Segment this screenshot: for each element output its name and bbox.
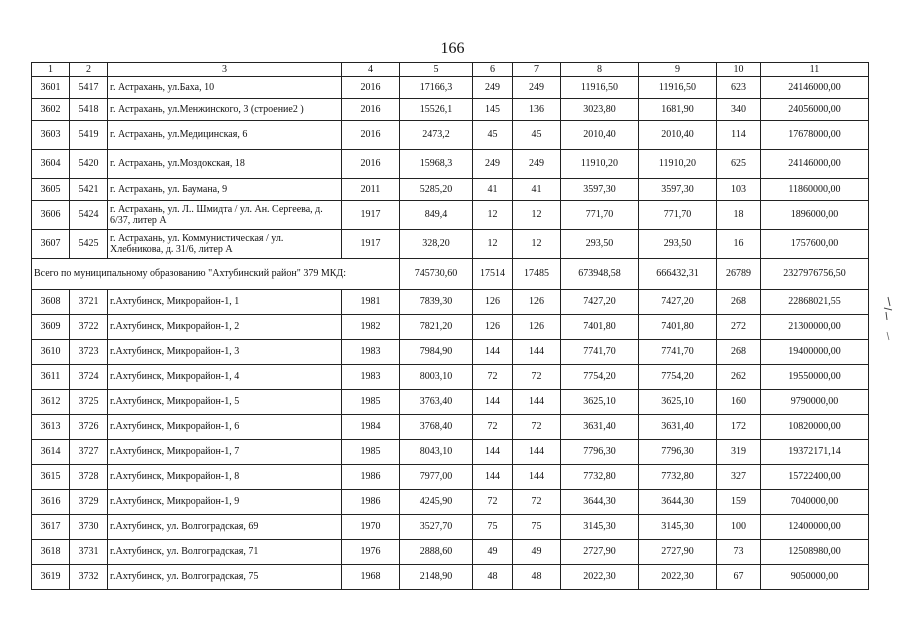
table-cell: 12: [473, 230, 513, 259]
table-cell: 3610: [32, 340, 70, 365]
table-cell: 9050000,00: [761, 565, 869, 590]
column-header: 2: [70, 63, 108, 77]
table-cell: 1985: [342, 440, 400, 465]
column-header: 11: [761, 63, 869, 77]
table-cell: 100: [717, 515, 761, 540]
table-cell: 623: [717, 77, 761, 99]
table-cell: 1681,90: [639, 99, 717, 121]
table-cell: 160: [717, 390, 761, 415]
table-cell: 3597,30: [639, 179, 717, 201]
table-cell: 11916,50: [639, 77, 717, 99]
table-cell: 7401,80: [561, 315, 639, 340]
column-header: 7: [513, 63, 561, 77]
table-cell: 22868021,55: [761, 290, 869, 315]
table-cell: 2016: [342, 99, 400, 121]
table-cell: 3613: [32, 415, 70, 440]
table-cell: 7741,70: [639, 340, 717, 365]
table-row: [32, 150, 869, 179]
table-cell: 3625,10: [561, 390, 639, 415]
total-label: Всего по муниципальному образованию "Ахтубинский район" 379 МКД:: [32, 259, 400, 290]
column-header: 8: [561, 63, 639, 77]
table-cell: 18: [717, 201, 761, 230]
table-cell: 7821,20: [400, 315, 473, 340]
table-cell: 7732,80: [639, 465, 717, 490]
total-value: 666432,31: [639, 259, 717, 290]
table-cell: 1986: [342, 465, 400, 490]
total-row: [32, 259, 869, 290]
table-cell: 15968,3: [400, 150, 473, 179]
table-cell: 103: [717, 179, 761, 201]
column-header: 10: [717, 63, 761, 77]
table-row: [32, 390, 869, 415]
table-cell: 1984: [342, 415, 400, 440]
table-cell: 12: [513, 230, 561, 259]
table-cell: 3612: [32, 390, 70, 415]
table-cell: 5418: [70, 99, 108, 121]
table-cell: 3616: [32, 490, 70, 515]
table-cell: 8003,10: [400, 365, 473, 390]
table-cell: 24146000,00: [761, 150, 869, 179]
table-cell: 7796,30: [639, 440, 717, 465]
table-cell: 2888,60: [400, 540, 473, 565]
table-cell: 126: [513, 290, 561, 315]
table-cell: 7741,70: [561, 340, 639, 365]
table-cell: 72: [473, 415, 513, 440]
table-cell: 771,70: [639, 201, 717, 230]
total-value: 673948,58: [561, 259, 639, 290]
table-cell: 15722400,00: [761, 465, 869, 490]
table-cell: 15526,1: [400, 99, 473, 121]
table-cell: 5420: [70, 150, 108, 179]
address-cell: г. Астрахань, ул.Медицинская, 6: [108, 121, 342, 150]
table-row: [32, 465, 869, 490]
total-value: 17485: [513, 259, 561, 290]
table-cell: 12400000,00: [761, 515, 869, 540]
table-cell: 268: [717, 290, 761, 315]
table-cell: 2727,90: [639, 540, 717, 565]
table-cell: 7984,90: [400, 340, 473, 365]
table-cell: 3611: [32, 365, 70, 390]
table-row: [32, 290, 869, 315]
table-cell: 3644,30: [639, 490, 717, 515]
table-cell: 3608: [32, 290, 70, 315]
table-cell: 771,70: [561, 201, 639, 230]
table-cell: 1985: [342, 390, 400, 415]
table-cell: 3724: [70, 365, 108, 390]
table-row: [32, 340, 869, 365]
table-cell: 3723: [70, 340, 108, 365]
table-row: [32, 490, 869, 515]
table-row: [32, 179, 869, 201]
address-cell: г.Ахтубинск, Микрорайон-1, 6: [108, 415, 342, 440]
table-cell: 4245,90: [400, 490, 473, 515]
table-cell: 172: [717, 415, 761, 440]
column-header: 4: [342, 63, 400, 77]
table-cell: 3722: [70, 315, 108, 340]
table-cell: 3727: [70, 440, 108, 465]
table-cell: 1757600,00: [761, 230, 869, 259]
table-cell: 10820000,00: [761, 415, 869, 440]
table-cell: 3725: [70, 390, 108, 415]
table-cell: 72: [473, 365, 513, 390]
table-cell: 328,20: [400, 230, 473, 259]
table-cell: 249: [473, 77, 513, 99]
table-cell: 19400000,00: [761, 340, 869, 365]
table-cell: 3618: [32, 540, 70, 565]
table-cell: 3730: [70, 515, 108, 540]
table-cell: 3728: [70, 465, 108, 490]
address-cell: г.Ахтубинск, ул. Волгоградская, 75: [108, 565, 342, 590]
address-cell: г. Астрахань, ул.Менжинского, 3 (строение2 ): [108, 99, 342, 121]
column-header: 5: [400, 63, 473, 77]
table-cell: 7040000,00: [761, 490, 869, 515]
table-cell: 7977,00: [400, 465, 473, 490]
table-cell: 49: [513, 540, 561, 565]
table-cell: 1982: [342, 315, 400, 340]
table-cell: 67: [717, 565, 761, 590]
table-cell: 144: [513, 390, 561, 415]
table-cell: 144: [513, 340, 561, 365]
address-cell: г. Астрахань, ул. Л.. Шмидта / ул. Ан. Сергеева, д. 6/37, литер А: [108, 201, 342, 230]
table-cell: 3631,40: [639, 415, 717, 440]
total-value: 17514: [473, 259, 513, 290]
table-row: [32, 515, 869, 540]
table-cell: 1983: [342, 365, 400, 390]
table-cell: 849,4: [400, 201, 473, 230]
table-cell: 3607: [32, 230, 70, 259]
table-row: [32, 365, 869, 390]
table-cell: 7401,80: [639, 315, 717, 340]
table-row: [32, 315, 869, 340]
table-cell: 12508980,00: [761, 540, 869, 565]
address-cell: г. Астрахань, ул.Моздокская, 18: [108, 150, 342, 179]
table-cell: 3603: [32, 121, 70, 150]
table-cell: 19550000,00: [761, 365, 869, 390]
table-cell: 3617: [32, 515, 70, 540]
table-cell: 16: [717, 230, 761, 259]
table-cell: 2727,90: [561, 540, 639, 565]
table-cell: 3729: [70, 490, 108, 515]
table-cell: 2473,2: [400, 121, 473, 150]
table-cell: 319: [717, 440, 761, 465]
table-cell: 7754,20: [639, 365, 717, 390]
table-cell: 2016: [342, 121, 400, 150]
table-cell: 72: [513, 415, 561, 440]
table-cell: 19372171,14: [761, 440, 869, 465]
table-cell: 48: [513, 565, 561, 590]
column-header: 9: [639, 63, 717, 77]
table-cell: 625: [717, 150, 761, 179]
table-cell: 1981: [342, 290, 400, 315]
table-cell: 21300000,00: [761, 315, 869, 340]
table-cell: 3768,40: [400, 415, 473, 440]
table-cell: 1976: [342, 540, 400, 565]
table-cell: 2148,90: [400, 565, 473, 590]
table-cell: 11860000,00: [761, 179, 869, 201]
table-cell: 7427,20: [639, 290, 717, 315]
table-cell: 75: [473, 515, 513, 540]
table-cell: 126: [473, 290, 513, 315]
table-cell: 12: [513, 201, 561, 230]
table-cell: 72: [513, 490, 561, 515]
table-cell: 268: [717, 340, 761, 365]
table-cell: 2010,40: [561, 121, 639, 150]
address-cell: г.Ахтубинск, Микрорайон-1, 7: [108, 440, 342, 465]
table-cell: 24056000,00: [761, 99, 869, 121]
table-cell: 340: [717, 99, 761, 121]
table-cell: 3604: [32, 150, 70, 179]
address-cell: г.Ахтубинск, Микрорайон-1, 1: [108, 290, 342, 315]
table-cell: 11916,50: [561, 77, 639, 99]
address-cell: г. Астрахань, ул.Баха, 10: [108, 77, 342, 99]
table-cell: 3614: [32, 440, 70, 465]
table-row: [32, 99, 869, 121]
table-cell: 8043,10: [400, 440, 473, 465]
table-cell: 12: [473, 201, 513, 230]
table-cell: 5425: [70, 230, 108, 259]
table-cell: 7754,20: [561, 365, 639, 390]
address-cell: г.Ахтубинск, Микрорайон-1, 5: [108, 390, 342, 415]
table-cell: 41: [513, 179, 561, 201]
table-cell: 3145,30: [639, 515, 717, 540]
table-cell: 262: [717, 365, 761, 390]
table-cell: 24146000,00: [761, 77, 869, 99]
housing-table: [31, 62, 869, 590]
table-cell: 144: [513, 465, 561, 490]
table-cell: 41: [473, 179, 513, 201]
table-cell: 72: [473, 490, 513, 515]
table-cell: 5419: [70, 121, 108, 150]
table-cell: 144: [473, 340, 513, 365]
table-cell: 126: [473, 315, 513, 340]
column-number-row: [32, 63, 869, 77]
table-cell: 327: [717, 465, 761, 490]
table-cell: 1917: [342, 230, 400, 259]
table-cell: 2022,30: [639, 565, 717, 590]
table-cell: 3615: [32, 465, 70, 490]
address-cell: г.Ахтубинск, ул. Волгоградская, 69: [108, 515, 342, 540]
address-cell: г.Ахтубинск, Микрорайон-1, 9: [108, 490, 342, 515]
table-cell: 1983: [342, 340, 400, 365]
table-cell: 3631,40: [561, 415, 639, 440]
table-cell: 3726: [70, 415, 108, 440]
table-row: [32, 415, 869, 440]
table-row: [32, 440, 869, 465]
table-cell: 3721: [70, 290, 108, 315]
table-cell: 272: [717, 315, 761, 340]
address-cell: г. Астрахань, ул. Коммунистическая / ул. Хлебникова, д. 31/6, литер А: [108, 230, 342, 259]
table-cell: 1970: [342, 515, 400, 540]
table-cell: 73: [717, 540, 761, 565]
table-cell: 17678000,00: [761, 121, 869, 150]
table-row: [32, 201, 869, 230]
table-cell: 7796,30: [561, 440, 639, 465]
page-number: 166: [440, 40, 465, 57]
table-cell: 45: [473, 121, 513, 150]
table-cell: 45: [513, 121, 561, 150]
table-cell: 3602: [32, 99, 70, 121]
table-cell: 72: [513, 365, 561, 390]
table-cell: 249: [513, 77, 561, 99]
table-cell: 144: [513, 440, 561, 465]
table-cell: 3597,30: [561, 179, 639, 201]
table-cell: 1968: [342, 565, 400, 590]
table-cell: 3609: [32, 315, 70, 340]
table-cell: 5417: [70, 77, 108, 99]
table-cell: 1986: [342, 490, 400, 515]
table-cell: 1896000,00: [761, 201, 869, 230]
table-cell: 249: [513, 150, 561, 179]
column-header: 1: [32, 63, 70, 77]
address-cell: г.Ахтубинск, Микрорайон-1, 8: [108, 465, 342, 490]
table-cell: 144: [473, 390, 513, 415]
table-cell: 114: [717, 121, 761, 150]
table-cell: 2011: [342, 179, 400, 201]
table-cell: 144: [473, 465, 513, 490]
table-cell: 7427,20: [561, 290, 639, 315]
table-cell: 159: [717, 490, 761, 515]
total-value: 745730,60: [400, 259, 473, 290]
table-cell: 5285,20: [400, 179, 473, 201]
table-cell: 3145,30: [561, 515, 639, 540]
table-cell: 3601: [32, 77, 70, 99]
address-cell: г.Ахтубинск, Микрорайон-1, 4: [108, 365, 342, 390]
column-header: 6: [473, 63, 513, 77]
table-row: [32, 121, 869, 150]
column-header: 3: [108, 63, 342, 77]
table-cell: 3605: [32, 179, 70, 201]
table-cell: 293,50: [639, 230, 717, 259]
table-cell: 9790000,00: [761, 390, 869, 415]
table-cell: 3606: [32, 201, 70, 230]
table-cell: 48: [473, 565, 513, 590]
table-cell: 2016: [342, 150, 400, 179]
table-cell: 2010,40: [639, 121, 717, 150]
table-cell: 145: [473, 99, 513, 121]
table-cell: 7732,80: [561, 465, 639, 490]
table-cell: 3644,30: [561, 490, 639, 515]
table-cell: 136: [513, 99, 561, 121]
table-row: [32, 77, 869, 99]
address-cell: г. Астрахань, ул. Баумана, 9: [108, 179, 342, 201]
table-cell: 2022,30: [561, 565, 639, 590]
table-cell: 3732: [70, 565, 108, 590]
table-cell: 11910,20: [561, 150, 639, 179]
table-cell: 1917: [342, 201, 400, 230]
table-cell: 3731: [70, 540, 108, 565]
table-cell: 2016: [342, 77, 400, 99]
table-cell: 3527,70: [400, 515, 473, 540]
table-cell: 3625,10: [639, 390, 717, 415]
address-cell: г.Ахтубинск, Микрорайон-1, 2: [108, 315, 342, 340]
total-value: 26789: [717, 259, 761, 290]
table-cell: 7839,30: [400, 290, 473, 315]
table-row: [32, 230, 869, 259]
table-cell: 5421: [70, 179, 108, 201]
table-cell: 249: [473, 150, 513, 179]
table-cell: 293,50: [561, 230, 639, 259]
address-cell: г.Ахтубинск, ул. Волгоградская, 71: [108, 540, 342, 565]
table-cell: 5424: [70, 201, 108, 230]
table-cell: 144: [473, 440, 513, 465]
table-cell: 3619: [32, 565, 70, 590]
table-row: [32, 540, 869, 565]
table-cell: 126: [513, 315, 561, 340]
address-cell: г.Ахтубинск, Микрорайон-1, 3: [108, 340, 342, 365]
table-cell: 11910,20: [639, 150, 717, 179]
table-cell: 75: [513, 515, 561, 540]
table-cell: 3023,80: [561, 99, 639, 121]
table-cell: 3763,40: [400, 390, 473, 415]
table-row: [32, 565, 869, 590]
scan-margin-marks: [878, 292, 898, 352]
total-value: 2327976756,50: [761, 259, 869, 290]
table-cell: 17166,3: [400, 77, 473, 99]
table-cell: 49: [473, 540, 513, 565]
